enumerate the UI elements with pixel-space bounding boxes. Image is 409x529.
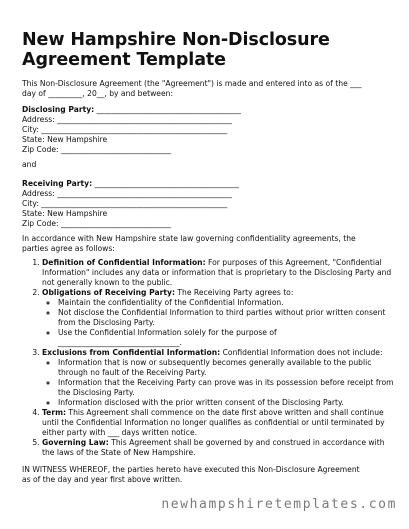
disclosing-party-block [22,105,394,155]
term-item [42,258,397,288]
intro-line-1: This Non-Disclosure Agreement (the "Agreement") is made and entered into as of the ___ [22,79,362,88]
receiving-party-label: Receiving Party: [22,179,93,188]
disclosing-zip: Zip Code: _____________________________ [22,145,172,154]
witness-line-2: as of the day and year first above written. [22,475,183,484]
term-bullets [42,298,397,348]
preamble-line-1: In accordance with New Hampshire state law governing confidentiality agreements, the [22,234,356,243]
receiving-address: Address: ______________________________________________ [22,189,232,198]
receiving-state: State: New Hampshire [22,209,108,218]
disclosing-address: Address: ______________________________________________ [22,115,232,124]
term-bullet: ◦ Information disclosed with the prior written consent of the Disclosing Party. [58,398,397,408]
term-bullets [42,358,397,408]
disclosing-party-label: Disclosing Party: [22,105,95,114]
term-text: The Receiving Party agrees to: [174,288,294,297]
term-text: For purposes of this Agreement, "Confidential Information" includes any data or information that is proprietary to the Disclosing Party and not generally known to the public. [42,258,392,287]
title-line-1: New Hampshire Non-Disclosure [22,30,330,50]
term-heading: Definition of Confidential Information: [42,258,206,267]
term-bullet: ◦ Maintain the confidentiality of the Confidential Information. [58,298,397,308]
term-item [42,288,397,348]
title-line-2: Agreement Template [22,50,226,70]
term-text: Confidential Information does not include: [220,348,383,357]
document-title [22,30,330,70]
preamble-paragraph [22,234,394,254]
term-heading: Term: [42,408,67,417]
term-bullet: ◦ Not disclose the Confidential Information to third parties without prior written consent from the Disclosing Party. [58,308,397,328]
term-item [42,408,397,438]
disclosing-city: City: _________________________________________________ [22,125,228,134]
site-watermark: newhampshiretemplates.com [161,497,397,512]
term-bullet: ◦ Information that the Receiving Party can prove was in its possession before receipt from the Disclosing Party. [58,378,397,398]
intro-paragraph [22,79,394,99]
disclosing-state: State: New Hampshire [22,135,108,144]
receiving-city: City: _________________________________________________ [22,199,228,208]
term-item [42,348,397,408]
disclosing-party-blank: ______________________________________ [94,105,241,114]
term-text: This Agreement shall commence on the date first above written and shall continue until the Confidential Information no longer qualifies as confidential or until terminated by either party with ___ days written notice. [42,408,385,437]
receiving-zip: Zip Code: _____________________________ [22,219,172,228]
receiving-party-block [22,179,394,229]
term-item [42,438,397,458]
receiving-party-line [22,179,394,189]
receiving-party-blank: ______________________________________ [92,179,239,188]
term-heading: Obligations of Receiving Party: [42,288,175,297]
term-bullet: ◦ Use the Confidential Information solely for the purpose of ________________________________. [58,328,397,348]
and-text: and [22,160,37,169]
preamble-line-2: parties agree as follows: [22,244,115,253]
witness-line-1: IN WITNESS WHEREOF, the parties hereto have executed this Non-Disclosure Agreement [22,465,360,474]
witness-paragraph [22,465,394,485]
term-bullet: ◦ Information that is now or subsequently becomes generally available to the public through no fault of the Receiving Party. [58,358,397,378]
disclosing-party-line [22,105,394,115]
term-heading: Exclusions from Confidential Information: [42,348,221,357]
terms-list [22,258,397,458]
term-text: This Agreement shall be governed by and construed in accordance with the laws of the State of New Hampshire. [42,438,385,457]
intro-line-2: day of _________, 20__, by and between: [22,89,174,98]
term-heading: Governing Law: [42,438,109,447]
